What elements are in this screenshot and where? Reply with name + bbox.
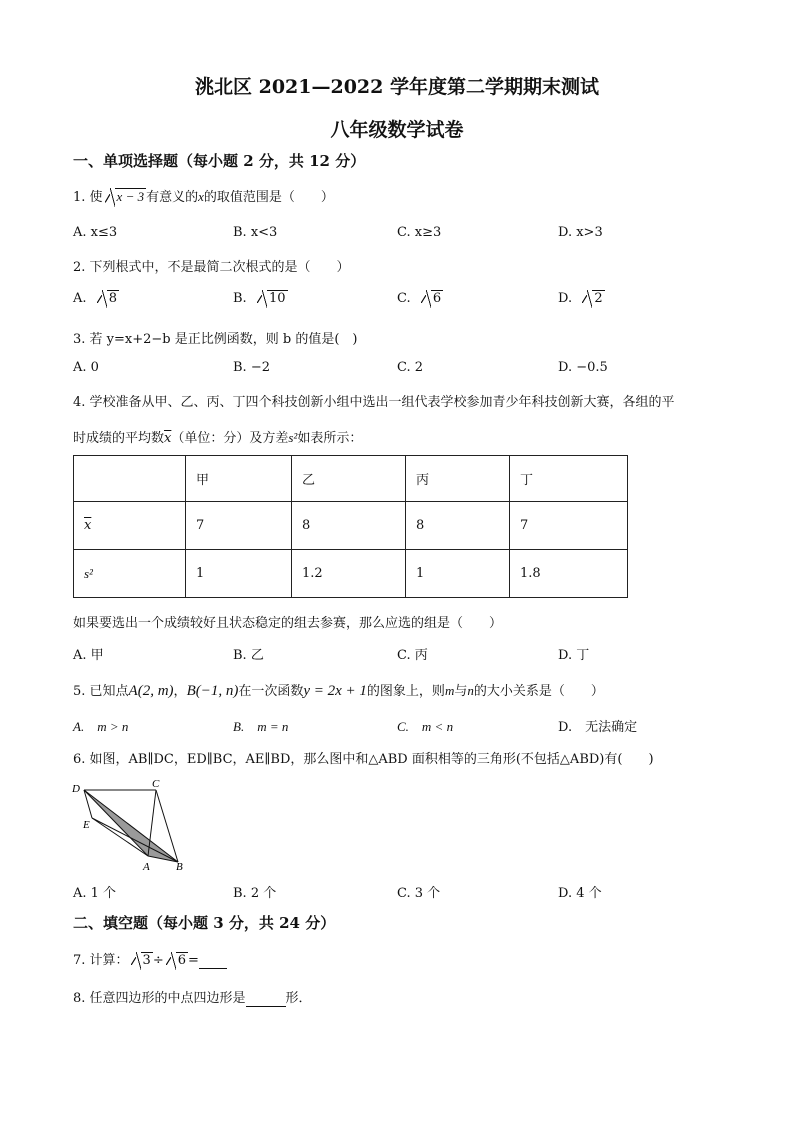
question-2: 2. 下列根式中，不是最简二次根式的是（ ） [73,260,350,275]
table-cell: 7 [510,502,628,550]
q5-option-d[interactable]: D. 无法确定 [558,720,638,735]
table-cell: 1.2 [292,550,406,598]
q2-label-b: B. [233,291,247,306]
q2-option-b[interactable] [233,290,288,306]
q5-stem-c: 的图象上，则 [366,684,445,699]
segment-db [84,790,178,862]
q2-radicand-b: 10 [268,291,286,306]
q7-prefix: 7. 计算： [73,953,129,968]
label-e: E [83,819,90,831]
q7-answer-blank[interactable] [199,953,227,969]
q8-suffix: 形． [285,991,312,1006]
table-cell: 1 [186,550,292,598]
table-cell: 1.8 [510,550,628,598]
label-d: D [72,783,80,795]
q5-stem-b: 在一次函数 [238,684,304,699]
q1-prefix: 1. 使 [73,190,103,205]
q6-option-d[interactable]: D. 4 个 [558,886,602,901]
q5-stem-d: 的大小关系是（ ） [473,684,604,699]
q4-line2-c: 如表所示： [297,431,363,446]
q5-m: m [444,683,455,698]
q2-label-a: A. [73,291,87,306]
q5-point-b: B(−1, n) [186,683,239,699]
q2-label-c: C. [397,291,411,306]
q2-radicand-a: 8 [108,291,118,306]
question-4-line1: 4. 学校准备从甲、乙、丙、丁四个科技创新小组中选出一组代表学校参加青少年科技创新大赛，各组的平 [73,395,675,410]
q2-option-d[interactable] [558,290,605,306]
q5-with: 与 [454,684,468,699]
q5-n: n [467,683,474,698]
q5-point-a: A(2, m) [128,683,174,699]
q3-option-d[interactable]: D. −0.5 [558,360,608,375]
question-8 [73,987,312,1007]
q6-option-b[interactable]: B. 2 个 [233,886,277,901]
q4-option-c[interactable]: C. 丙 [397,648,428,663]
sqrt-symbol [421,290,443,306]
q3-option-a[interactable]: A. 0 [73,360,99,375]
segment-da [84,790,148,856]
q6-option-a[interactable]: A. 1 个 [73,886,117,901]
sqrt-symbol [105,188,147,205]
q7-radicand-2: 6 [177,953,187,968]
q5-option-c[interactable]: C. m < n [397,719,454,734]
q3-option-c[interactable]: C. 2 [397,360,424,375]
question-4-followup: 如果要选出一个成绩较好且状态稳定的组去参赛，那么应选的组是（ ） [73,616,503,631]
q4-line2-b: （单位：分）及方差 [171,431,289,446]
table-cell: $\overline{x}$ [74,502,186,550]
table-cell: 7 [186,502,292,550]
q6-option-c[interactable]: C. 3 个 [397,886,441,901]
table-header-cell: 丙 [406,456,510,502]
q1-radicand: x − 3 [116,189,145,204]
table-header-cell: 乙 [292,456,406,502]
section1-title: 一、单项选择题（每小题 2 分，共 12 分） [73,152,366,170]
q8-prefix: 8. 任意四边形的中点四边形是 [73,991,246,1006]
scores-table [73,455,628,598]
q5-option-b[interactable]: B. m = n [233,719,289,734]
q8-answer-blank[interactable] [246,991,286,1007]
q2-label-d: D. [558,291,573,306]
q7-suffix: = [188,953,199,968]
q1-suffix: 有意义的 [146,190,199,205]
q7-operator: ÷ [152,953,164,968]
label-b: B [176,861,183,873]
q2-radicand-d: 2 [594,291,603,306]
table-header-cell: 丁 [510,456,628,502]
sqrt-symbol [257,290,288,306]
page-subtitle: 八年级数学试卷 [330,119,464,141]
q5-option-a[interactable]: A. m > n [73,719,129,734]
q1-option-a[interactable]: A. x≤3 [73,225,118,240]
q4-line2-a: 时成绩的平均数 [73,431,165,446]
q7-radicand-1: 3 [142,953,151,968]
q4-mean-symbol: $\overline{x}$ [164,431,172,446]
segment-eb [92,818,178,862]
table-cell: s² [74,550,186,598]
question-5 [73,680,604,700]
question-7 [73,949,227,969]
table-cell: 8 [292,502,406,550]
geometry-figure [70,778,195,873]
q1-suffix2: 的取值范围是（ ） [203,190,334,205]
q3-option-b[interactable]: B. −2 [233,360,270,375]
q1-option-c[interactable]: C. x≥3 [397,225,442,240]
label-a: A [143,861,150,873]
q4-option-b[interactable]: B. 乙 [233,648,264,663]
question-6: 6. 如图，AB∥DC，ED∥BC，AE∥BD，那么图中和△ABD 面积相等的三角形(不包括△ABD)有( ) [73,752,654,767]
q1-option-b[interactable]: B. x<3 [233,225,278,240]
sqrt-symbol [582,290,604,306]
question-3: 3. 若 y=x+2−b 是正比例函数，则 b 的值是( ) [73,332,358,347]
q5-function: y = 2x + 1 [303,683,367,699]
label-c: C [152,778,160,790]
sqrt-symbol [166,952,188,968]
section2-title: 二、填空题（每小题 3 分，共 24 分） [73,914,336,932]
table-header-cell: 甲 [186,456,292,502]
q2-option-c[interactable] [397,290,443,306]
table-header-row [74,456,628,502]
q5-stem-a: 5. 已知点 [73,684,129,699]
table-header-cell [74,456,186,502]
q2-radicand-c: 6 [432,291,442,306]
sqrt-symbol [131,952,153,968]
sqrt-symbol [97,290,119,306]
table-row [74,550,628,598]
q1-option-d[interactable]: D. x>3 [558,225,603,240]
table-cell: 8 [406,502,510,550]
table-row [74,502,628,550]
question-1 [73,186,334,205]
q5-sep: ， [173,684,187,699]
q1-var: x [198,189,204,204]
q4-option-a[interactable]: A. 甲 [73,648,104,663]
q4-option-d[interactable]: D. 丁 [558,648,590,663]
q2-option-a[interactable] [73,290,119,306]
page-title: 洮北区 2021—2022 学年度第二学期期末测试 [195,76,599,98]
question-4-line2 [73,427,362,446]
q4-variance-symbol: s² [288,430,298,445]
table-cell: 1 [406,550,510,598]
